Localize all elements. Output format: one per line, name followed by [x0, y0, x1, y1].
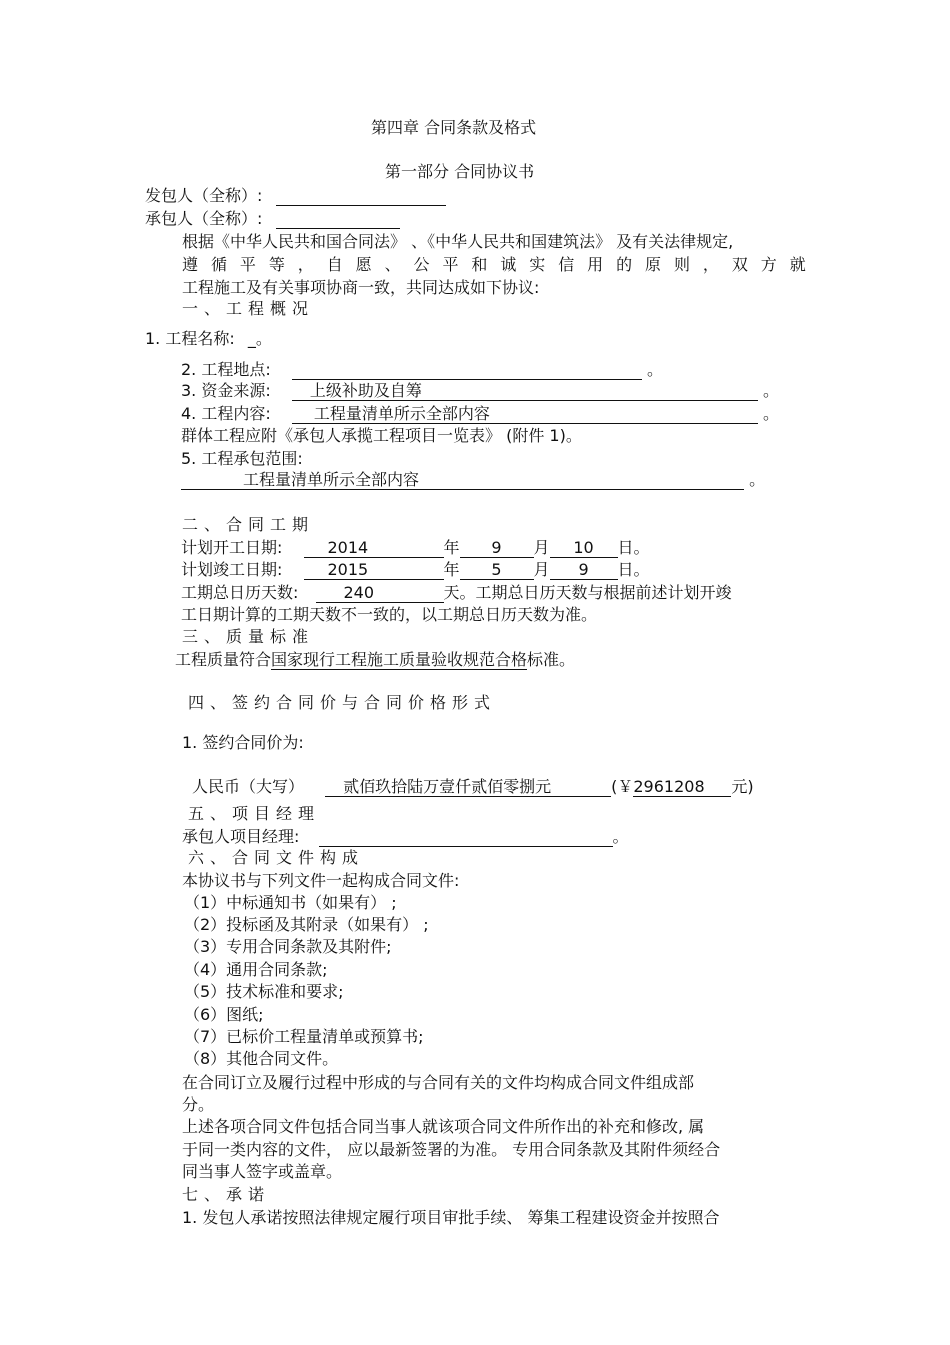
employer-label: 发包人（全称）:	[145, 186, 263, 205]
project-location-row	[181, 360, 663, 380]
period: 。	[749, 470, 766, 489]
section-5-heading: 五、项目经理	[188, 804, 321, 823]
contractor-label: 承包人（全称）:	[145, 209, 263, 228]
period: 。	[762, 404, 779, 423]
project-content-row	[181, 404, 779, 424]
project-content-field	[292, 405, 758, 424]
contract-scope-row	[181, 470, 765, 490]
fund-source-row	[181, 381, 779, 401]
section-4-heading: 四、签约合同价与合同价格形式	[188, 693, 497, 712]
quality-suffix: 标准。	[527, 650, 576, 669]
end-year-field	[304, 561, 444, 580]
year-unit: 年	[443, 560, 460, 579]
rmb-upper-value: 贰佰玖拾陆万壹仟贰佰零捌元	[343, 777, 552, 796]
intro-line-3: 工程施工及有关事项协商一致，共同达成如下协议:	[182, 278, 540, 297]
total-days-field	[316, 584, 444, 603]
start-date-row	[181, 538, 650, 558]
total-days-note: 工日期计算的工期天数不一致的，以工期总日历天数为准。	[181, 605, 598, 624]
project-content-label: 4. 工程内容:	[181, 404, 271, 423]
start-year-field	[304, 539, 444, 558]
project-content-value: 工程量清单所示全部内容	[313, 404, 490, 423]
end-day: 9	[550, 561, 618, 580]
intro-char: 方	[760, 255, 777, 274]
rmb-upper-field	[325, 778, 611, 797]
end-year: 2015	[327, 560, 369, 579]
intro-char: 原	[645, 255, 662, 274]
intro-line-1: 根据《中华人民共和国合同法》 、《中华人民共和国建筑法》 及有关法律规定,	[182, 232, 734, 251]
start-month: 9	[460, 539, 534, 558]
intro-char: 平	[239, 255, 256, 274]
project-name-value: _。	[247, 329, 272, 348]
project-manager-label: 承包人项目经理:	[182, 827, 300, 846]
docs-note-3: 上述各项合同文件包括合同当事人就该项合同文件所作出的补充和修改, 属	[182, 1117, 705, 1136]
intro-char: ，	[702, 255, 719, 274]
contract-scope-label: 5. 工程承包范围:	[181, 449, 303, 468]
doc-item: （7）已标价工程量清单或预算书;	[184, 1027, 424, 1046]
total-days-text: 天。工期总日历天数与根据前述计划开竣	[443, 583, 732, 602]
fund-source-field	[292, 382, 758, 401]
period: 。	[612, 827, 629, 846]
contract-scope-field	[181, 471, 744, 490]
quality-standard: 国家现行工程施工质量验收规范合格	[271, 650, 528, 669]
group-project-note: 群体工程应附《承包人承揽工程项目一览表》 (附件 1)。	[181, 426, 582, 445]
docs-intro: 本协议书与下列文件一起构成合同文件:	[182, 871, 460, 890]
end-month: 5	[460, 561, 534, 580]
section-7-heading: 七、承诺	[182, 1185, 271, 1204]
intro-char: 用	[587, 255, 604, 274]
rmb-number-field	[633, 778, 731, 797]
section-6-heading: 六、合同文件构成	[188, 848, 365, 867]
intro-char: 则	[673, 255, 690, 274]
intro-line-2	[182, 255, 806, 275]
day-unit: 日。	[617, 538, 650, 557]
intro-char: 信	[558, 255, 575, 274]
end-date-label: 计划竣工日期:	[181, 560, 283, 579]
project-name-row	[145, 329, 272, 349]
contract-price-label: 1. 签约合同价为:	[182, 733, 304, 752]
start-year: 2014	[327, 538, 369, 557]
intro-char: 、	[384, 255, 401, 274]
project-manager-row	[182, 827, 629, 847]
doc-item: （3）专用合同条款及其附件;	[184, 937, 392, 956]
doc-item: （2）投标函及其附录（如果有） ;	[184, 915, 429, 934]
quality-row	[175, 650, 575, 670]
project-location-label: 2. 工程地点:	[181, 360, 271, 379]
employer-blank	[276, 205, 446, 206]
intro-char: 循	[210, 255, 227, 274]
section-1-heading: 一、工程概况	[182, 299, 315, 318]
rmb-number: 2961208	[633, 777, 705, 796]
total-days-row	[181, 583, 732, 603]
fund-source-label: 3. 资金来源:	[181, 381, 271, 400]
start-day: 10	[550, 539, 618, 558]
doc-item: （4）通用合同条款;	[184, 960, 328, 979]
period: 。	[646, 360, 663, 379]
year-unit: 年	[443, 538, 460, 557]
doc-item: （5）技术标准和要求;	[184, 982, 344, 1001]
intro-char: 诚	[500, 255, 517, 274]
promise-1: 1. 发包人承诺按照法律规定履行项目审批手续、 筹集工程建设资金并按照合	[182, 1208, 720, 1227]
total-days-label: 工期总日历天数:	[181, 583, 299, 602]
employer-row	[145, 186, 446, 206]
project-name-label: 1. 工程名称:	[145, 329, 235, 348]
intro-char: 愿	[355, 255, 372, 274]
project-location-blank	[292, 379, 642, 380]
quality-prefix: 工程质量符合	[175, 650, 272, 669]
docs-note-2: 分。	[182, 1095, 215, 1114]
intro-char: 就	[789, 255, 806, 274]
docs-note-5: 同当事人签字或盖章。	[182, 1162, 343, 1181]
intro-char: 等	[268, 255, 285, 274]
intro-char: 实	[529, 255, 546, 274]
period: 。	[762, 381, 779, 400]
intro-char: 公	[413, 255, 430, 274]
rmb-row	[192, 777, 754, 797]
fund-source-value: 上级补助及自筹	[309, 381, 422, 400]
doc-item: （8）其他合同文件。	[184, 1049, 339, 1068]
intro-char: ，	[297, 255, 314, 274]
intro-char: 自	[326, 255, 343, 274]
month-unit: 月	[533, 538, 550, 557]
end-date-row	[181, 560, 650, 580]
doc-item: （1）中标通知书（如果有） ;	[184, 893, 397, 912]
month-unit: 月	[533, 560, 550, 579]
doc-item: （6）图纸;	[184, 1005, 264, 1024]
rmb-open: (￥	[611, 777, 634, 796]
section-3-heading: 三、质量标准	[182, 627, 315, 646]
day-unit: 日。	[617, 560, 650, 579]
contractor-row	[145, 209, 400, 229]
docs-note-1: 在合同订立及履行过程中形成的与合同有关的文件均构成合同文件组成部	[182, 1073, 695, 1092]
rmb-label: 人民币（大写）	[192, 777, 305, 796]
section-2-heading: 二、合同工期	[182, 515, 315, 534]
start-date-label: 计划开工日期:	[181, 538, 283, 557]
rmb-close: 元)	[731, 777, 754, 796]
intro-char: 遵	[182, 255, 199, 274]
total-days-value: 240	[343, 583, 375, 602]
intro-char: 的	[616, 255, 633, 274]
contractor-blank	[276, 228, 400, 229]
contract-scope-value: 工程量清单所示全部内容	[243, 470, 420, 489]
intro-char: 和	[471, 255, 488, 274]
docs-note-4: 于同一类内容的文件， 应以最新签署的为准。 专用合同条款及其附件须经合	[182, 1140, 721, 1159]
project-manager-blank	[319, 846, 613, 847]
part-title: 第一部分 合同协议书	[385, 162, 535, 181]
chapter-title: 第四章 合同条款及格式	[371, 118, 537, 137]
intro-char: 平	[442, 255, 459, 274]
intro-char: 双	[731, 255, 748, 274]
